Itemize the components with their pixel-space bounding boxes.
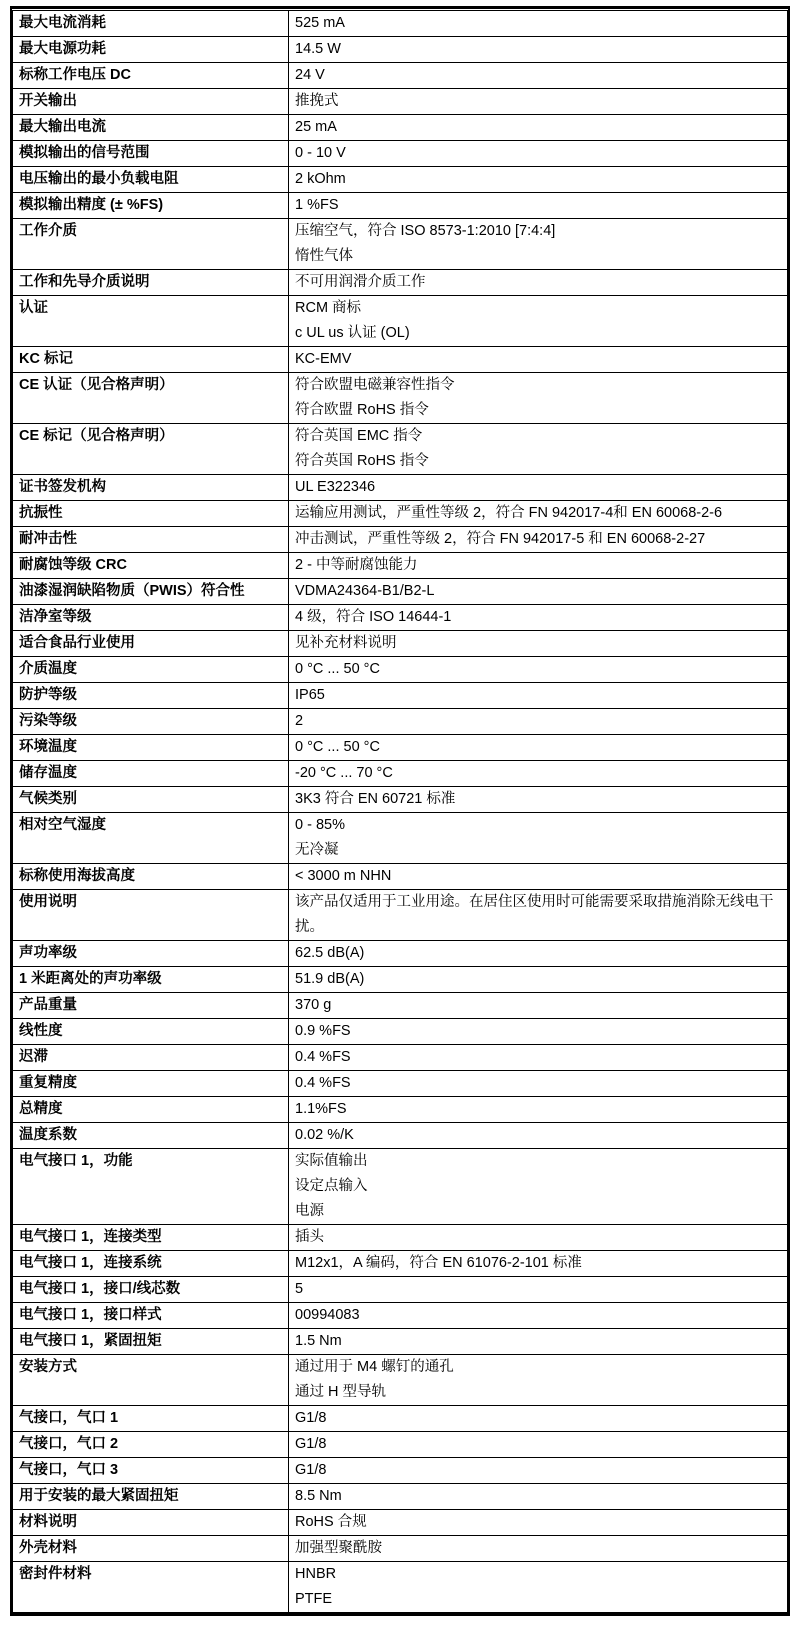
spec-value-line: 51.9 dB(A): [295, 971, 365, 987]
spec-label-cell: 气接口，气口 1: [13, 1406, 289, 1432]
spec-value-line: KC-EMV: [295, 351, 352, 367]
spec-value-line: 惰性气体: [295, 248, 353, 264]
spec-value-line: 0 - 10 V: [295, 145, 346, 161]
spec-label-cell: 工作和先导介质说明: [13, 270, 289, 296]
table-row: [13, 1329, 788, 1355]
spec-value-cell: [289, 864, 788, 890]
spec-value-line: 符合英国 RoHS 指令: [295, 453, 429, 469]
table-row: [13, 167, 788, 193]
table-row: [13, 890, 788, 941]
spec-value-line: 0.02 %/K: [295, 1127, 354, 1143]
spec-value-line: 0 - 85%: [295, 817, 345, 833]
spec-value-cell: [289, 941, 788, 967]
spec-label-cell: 污染等级: [13, 709, 289, 735]
table-row: [13, 424, 788, 475]
spec-label-cell: 耐冲击性: [13, 527, 289, 553]
table-row: [13, 631, 788, 657]
spec-value-line: 3K3 符合 EN 60721 标准: [295, 791, 456, 807]
spec-label-cell: 抗振性: [13, 501, 289, 527]
spec-value-line: 不可用润滑介质工作: [295, 274, 426, 290]
spec-label-cell: 模拟输出的信号范围: [13, 141, 289, 167]
spec-value-line: 符合欧盟电磁兼容性指令: [295, 377, 455, 393]
spec-value-line: M12x1，A 编码，符合 EN 61076-2-101 标准: [295, 1255, 582, 1271]
spec-value-line: RCM 商标: [295, 300, 362, 316]
spec-label-cell: 重复精度: [13, 1071, 289, 1097]
table-row: [13, 37, 788, 63]
spec-value-line: < 3000 m NHN: [295, 868, 392, 884]
spec-label-cell: CE 认证（见合格声明）: [13, 373, 289, 424]
spec-value-cell: [289, 1355, 788, 1406]
table-row: [13, 1045, 788, 1071]
spec-value-cell: [289, 709, 788, 735]
spec-label-cell: 认证: [13, 296, 289, 347]
spec-value-cell: [289, 967, 788, 993]
table-row: [13, 527, 788, 553]
spec-label-cell: 温度系数: [13, 1123, 289, 1149]
table-row: [13, 1484, 788, 1510]
table-row: [13, 683, 788, 709]
spec-label-cell: 最大电源功耗: [13, 37, 289, 63]
table-row: [13, 709, 788, 735]
spec-value-cell: [289, 424, 788, 475]
spec-label-cell: 油漆湿润缺陷物质（PWIS）符合性: [13, 579, 289, 605]
spec-value-line: 通过用于 M4 螺钉的通孔: [295, 1359, 454, 1375]
spec-value-cell: [289, 993, 788, 1019]
spec-value-line: 无冷凝: [295, 842, 339, 858]
spec-value-line: IP65: [295, 687, 325, 703]
spec-label-cell: 电气接口 1，连接类型: [13, 1225, 289, 1251]
spec-value-cell: [289, 1071, 788, 1097]
spec-value-line: 1 %FS: [295, 197, 339, 213]
spec-label-cell: 电气接口 1，连接系统: [13, 1251, 289, 1277]
table-row: [13, 193, 788, 219]
spec-value-line: G1/8: [295, 1462, 327, 1478]
table-row: [13, 579, 788, 605]
table-row: [13, 270, 788, 296]
spec-value-line: 符合英国 EMC 指令: [295, 428, 423, 444]
spec-value-cell: [289, 167, 788, 193]
spec-value-line: 2 kOhm: [295, 171, 346, 187]
table-row: [13, 657, 788, 683]
table-row: [13, 1562, 788, 1613]
spec-label-cell: 材料说明: [13, 1510, 289, 1536]
spec-value-line: 525 mA: [295, 15, 345, 31]
spec-label-cell: 最大输出电流: [13, 115, 289, 141]
spec-value-cell: [289, 579, 788, 605]
spec-value-cell: [289, 115, 788, 141]
spec-label-cell: 耐腐蚀等级 CRC: [13, 553, 289, 579]
spec-value-line: 62.5 dB(A): [295, 945, 365, 961]
spec-label-cell: 1 米距离处的声功率级: [13, 967, 289, 993]
table-row: [13, 1536, 788, 1562]
spec-value-cell: [289, 373, 788, 424]
spec-value-cell: [289, 347, 788, 373]
spec-value-line: 电源: [295, 1203, 324, 1219]
spec-value-cell: [289, 657, 788, 683]
spec-value-line: 通过 H 型导轨: [295, 1384, 387, 1400]
spec-label-cell: 标称工作电压 DC: [13, 63, 289, 89]
spec-value-line: 0 °C ... 50 °C: [295, 661, 380, 677]
spec-label-cell: 环境温度: [13, 735, 289, 761]
table-row: [13, 89, 788, 115]
spec-value-line: 实际值输出: [295, 1153, 368, 1169]
table-row: [13, 1097, 788, 1123]
spec-value-line: 8.5 Nm: [295, 1488, 342, 1504]
spec-label-cell: 电气接口 1，紧固扭矩: [13, 1329, 289, 1355]
table-row: [13, 219, 788, 270]
table-row: [13, 1355, 788, 1406]
spec-value-cell: [289, 1536, 788, 1562]
table-row: [13, 141, 788, 167]
spec-value-line: 00994083: [295, 1307, 360, 1323]
spec-label-cell: 工作介质: [13, 219, 289, 270]
spec-value-cell: [289, 63, 788, 89]
table-row: [13, 553, 788, 579]
spec-value-line: 4 级，符合 ISO 14644-1: [295, 609, 452, 625]
table-row: [13, 347, 788, 373]
spec-label-cell: 电气接口 1，接口样式: [13, 1303, 289, 1329]
spec-value-cell: [289, 37, 788, 63]
spec-value-cell: [289, 1225, 788, 1251]
spec-label-cell: 气接口，气口 3: [13, 1458, 289, 1484]
table-row: [13, 1458, 788, 1484]
spec-label-cell: KC 标记: [13, 347, 289, 373]
spec-label-cell: 最大电流消耗: [13, 11, 289, 37]
spec-value-cell: [289, 270, 788, 296]
table-row: [13, 1432, 788, 1458]
table-row: [13, 605, 788, 631]
spec-value-cell: [289, 1432, 788, 1458]
spec-label-cell: 开关输出: [13, 89, 289, 115]
table-row: [13, 1510, 788, 1536]
table-row: [13, 1225, 788, 1251]
spec-label-cell: CE 标记（见合格声明）: [13, 424, 289, 475]
spec-value-line: 0 °C ... 50 °C: [295, 739, 380, 755]
spec-value-line: 见补充材料说明: [295, 635, 397, 651]
spec-label-cell: 安装方式: [13, 1355, 289, 1406]
spec-value-line: 2 - 中等耐腐蚀能力: [295, 557, 418, 573]
spec-value-cell: [289, 475, 788, 501]
spec-value-cell: [289, 1510, 788, 1536]
spec-value-line: VDMA24364-B1/B2-L: [295, 583, 435, 599]
spec-value-cell: [289, 1277, 788, 1303]
spec-value-cell: [289, 605, 788, 631]
spec-value-line: 14.5 W: [295, 41, 341, 57]
spec-label-cell: 气接口，气口 2: [13, 1432, 289, 1458]
table-row: [13, 1406, 788, 1432]
table-row: [13, 63, 788, 89]
table-row: [13, 475, 788, 501]
spec-value-line: 24 V: [295, 67, 325, 83]
spec-label-cell: 标称使用海拔高度: [13, 864, 289, 890]
spec-value-cell: [289, 1045, 788, 1071]
spec-label-cell: 电气接口 1，功能: [13, 1149, 289, 1225]
table-row: [13, 761, 788, 787]
spec-value-line: 推挽式: [295, 93, 339, 109]
spec-value-cell: [289, 890, 788, 941]
spec-value-cell: [289, 1303, 788, 1329]
table-row: [13, 1149, 788, 1225]
table-row: [13, 115, 788, 141]
spec-label-cell: 迟滞: [13, 1045, 289, 1071]
table-row: [13, 501, 788, 527]
spec-value-line: HNBR: [295, 1566, 337, 1582]
spec-value-line: 0.9 %FS: [295, 1023, 351, 1039]
spec-value-cell: [289, 1019, 788, 1045]
table-row: [13, 11, 788, 37]
spec-value-cell: [289, 501, 788, 527]
table-row: [13, 1251, 788, 1277]
spec-value-line: 1.1%FS: [295, 1101, 347, 1117]
spec-value-cell: [289, 527, 788, 553]
spec-value-cell: [289, 1149, 788, 1225]
spec-value-line: 2: [295, 713, 304, 729]
spec-value-line: RoHS 合规: [295, 1514, 367, 1530]
table-row: [13, 864, 788, 890]
spec-label-cell: 产品重量: [13, 993, 289, 1019]
table-row: [13, 993, 788, 1019]
spec-label-cell: 气候类别: [13, 787, 289, 813]
spec-value-line: G1/8: [295, 1410, 327, 1426]
spec-value-line: 该产品仅适用于工业用途。在居住区使用时可能需要采取措施消除无线电干扰。: [295, 894, 774, 935]
table-row: [13, 967, 788, 993]
spec-label-cell: 电压输出的最小负载电阻: [13, 167, 289, 193]
spec-label-cell: 声功率级: [13, 941, 289, 967]
spec-label-cell: 外壳材料: [13, 1536, 289, 1562]
spec-value-cell: [289, 1562, 788, 1613]
spec-label-cell: 密封件材料: [13, 1562, 289, 1613]
spec-value-cell: [289, 141, 788, 167]
spec-value-line: 370 g: [295, 997, 332, 1013]
spec-value-line: 0.4 %FS: [295, 1075, 351, 1091]
spec-value-line: 冲击测试，严重性等级 2，符合 FN 942017-5 和 EN 60068-2-27: [295, 531, 706, 547]
spec-value-cell: [289, 735, 788, 761]
table-row: [13, 941, 788, 967]
table-row: [13, 787, 788, 813]
spec-value-line: 5: [295, 1281, 304, 1297]
spec-value-line: 0.4 %FS: [295, 1049, 351, 1065]
spec-label-cell: 介质温度: [13, 657, 289, 683]
table-row: [13, 735, 788, 761]
spec-value-cell: [289, 1251, 788, 1277]
spec-value-line: 加强型聚酰胺: [295, 1540, 382, 1556]
spec-value-line: 符合欧盟 RoHS 指令: [295, 402, 429, 418]
table-row: [13, 813, 788, 864]
spec-value-line: 25 mA: [295, 119, 337, 135]
spec-label-cell: 洁净室等级: [13, 605, 289, 631]
spec-value-line: PTFE: [295, 1591, 333, 1607]
spec-value-line: 设定点输入: [295, 1178, 368, 1194]
spec-value-cell: [289, 1097, 788, 1123]
spec-value-cell: [289, 1123, 788, 1149]
spec-value-line: G1/8: [295, 1436, 327, 1452]
spec-value-cell: [289, 11, 788, 37]
spec-value-line: c UL us 认证 (OL): [295, 325, 410, 341]
spec-value-cell: [289, 1458, 788, 1484]
table-row: [13, 1123, 788, 1149]
table-row: [13, 1019, 788, 1045]
table-row: [13, 1277, 788, 1303]
spec-value-cell: [289, 553, 788, 579]
spec-label-cell: 电气接口 1，接口/线芯数: [13, 1277, 289, 1303]
spec-value-line: 插头: [295, 1229, 324, 1245]
spec-value-line: 压缩空气，符合 ISO 8573-1:2010 [7:4:4]: [295, 223, 556, 239]
spec-value-cell: [289, 631, 788, 657]
spec-value-line: UL E322346: [295, 479, 376, 495]
spec-value-cell: [289, 813, 788, 864]
spec-label-cell: 使用说明: [13, 890, 289, 941]
spec-value-cell: [289, 193, 788, 219]
table-row: [13, 1071, 788, 1097]
spec-label-cell: 相对空气湿度: [13, 813, 289, 864]
spec-value-line: 1.5 Nm: [295, 1333, 342, 1349]
spec-label-cell: 模拟输出精度 (± %FS): [13, 193, 289, 219]
spec-label-cell: 证书签发机构: [13, 475, 289, 501]
spec-label-cell: 总精度: [13, 1097, 289, 1123]
spec-value-line: 运输应用测试，严重性等级 2，符合 FN 942017-4和 EN 60068-2-6: [295, 505, 723, 521]
spec-label-cell: 防护等级: [13, 683, 289, 709]
spec-value-cell: [289, 761, 788, 787]
spec-label-cell: 适合食品行业使用: [13, 631, 289, 657]
spec-value-cell: [289, 296, 788, 347]
spec-value-cell: [289, 683, 788, 709]
spec-value-cell: [289, 787, 788, 813]
table-row: [13, 1303, 788, 1329]
spec-value-cell: [289, 1329, 788, 1355]
spec-value-cell: [289, 89, 788, 115]
spec-value-cell: [289, 219, 788, 270]
spec-table-frame: [10, 6, 790, 1616]
spec-label-cell: 储存温度: [13, 761, 289, 787]
spec-table: [12, 10, 788, 1613]
spec-label-cell: 用于安装的最大紧固扭矩: [13, 1484, 289, 1510]
spec-value-line: -20 °C ... 70 °C: [295, 765, 393, 781]
spec-table-body: [13, 11, 788, 1613]
table-row: [13, 296, 788, 347]
spec-label-cell: 线性度: [13, 1019, 289, 1045]
table-row: [13, 373, 788, 424]
spec-value-cell: [289, 1406, 788, 1432]
spec-value-cell: [289, 1484, 788, 1510]
